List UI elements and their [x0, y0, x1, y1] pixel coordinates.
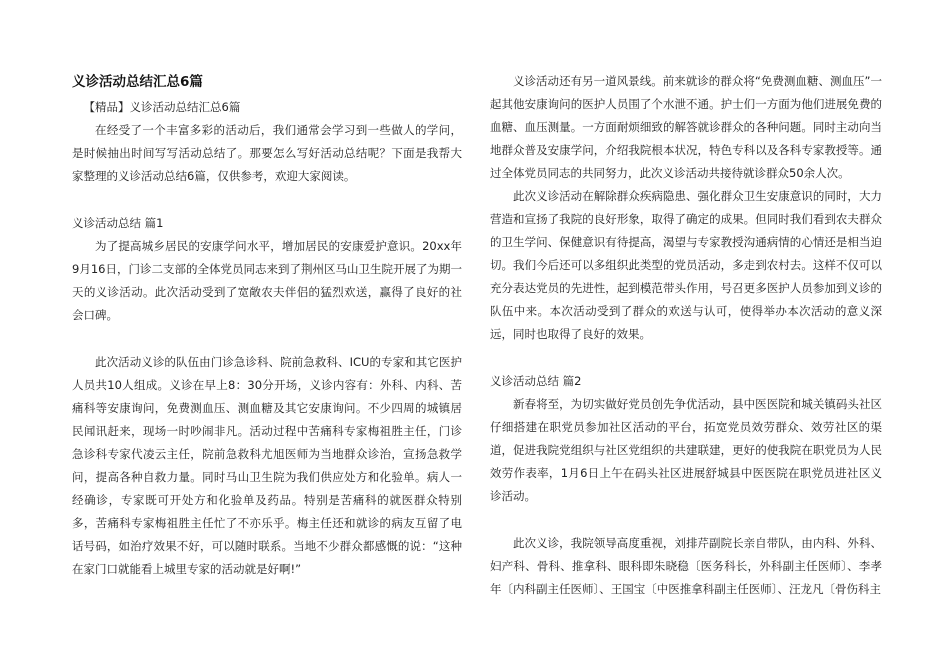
document-title: 义诊活动总结汇总6篇	[72, 74, 203, 90]
section-1-paragraph-4: 此次义诊活动在解除群众疾病隐患、强化群众卫生安康意识的同时，大力营造和宣扬了我院的良好形象，取得了确定的成果。但同时我们看到农夫群众的卫生学问、保健意识有待提高，渴望与专家教授沟通病情的心情还是相当迫切。我们今后还可以多组织此类型的党员活动，多走到农村去。这样不仅可以充分表达党员的先进性，起到模范带头作用，号召更多医护人员参加到义诊的队伍中来。本次活动受到了群众的欢送与认可，使得举办本次活动的意义深远，同时也取得了良好的效果。	[490, 189, 882, 341]
document-subtitle: 【精品】义诊活动总结汇总6篇	[83, 100, 241, 114]
section-2-paragraph-2: 此次义诊，我院领导高度重视，刘排芹副院长亲自带队，由内科、外科、妇产科、骨科、推拿科、眼科即朱晓稳〔医务科长，外科副主任医师〕、李孝年〔内科副主任医师〕、王国宝〔中医推拿科副主任医师〕、汪龙凡〔骨伤科主	[490, 536, 882, 596]
section-1-paragraph-3: 义诊活动还有另一道风景线。前来就诊的群众将“免费测血糖、测血压”一起其他安康询问的医护人员围了个水泄不通。护士们一方面为他们进展免费的血糖、血压测量。一方面耐烦细致的解答就诊群众的各种问题。同时主动向当地群众普及安康学问，介绍我院根本状况，特色专科以及各科专家教授等。通过全体党员同志的共同努力，此次义诊活动共接待就诊群众50余人次。	[490, 74, 882, 180]
section-1-paragraph-1: 为了提高城乡居民的安康学问水平，增加居民的安康爱护意识。20xx年9月16日，门诊二支部的全体党员同志来到了荆州区马山卫生院开展了为期一天的义诊活动。此次活动受到了宽敞农夫伴侣的猛烈欢送，赢得了良好的社会口碑。	[72, 239, 462, 322]
left-column	[72, 70, 462, 581]
section-2-title: 义诊活动总结 篇2	[490, 374, 582, 388]
section-1-paragraph-2: 此次活动义诊的队伍由门诊急诊科、院前急救科、ICU的专家和其它医护人员共10人组成。义诊在早上8：30分开场，义诊内容有：外科、内科、苦痛科等安康询问，免费测血压、测血糖及其它安康询问。不少四周的城镇居民闻讯赶来，现场一时吵闹非凡。活动过程中苦痛科专家梅祖胜主任，门诊急诊科专家代凌云主任，院前急救科尤旭医师为当地群众诊治，宣扬急救学问，提高各种自救力量。同时马山卫生院为我们供应处方和化验单。病人一经确诊，专家既可开处方和化验单及药品。特别是苦痛科的就医群众特别多，苦痛科专家梅祖胜主任忙了不亦乐乎。梅主任还和就诊的病友互留了电话号码，如治疗效果不好，可以随时联系。当地不少群众都感慨的说：“这种在家门口就能看上城里专家的活动就是好啊!”	[72, 355, 462, 576]
intro-paragraph: 在经受了一个丰富多彩的活动后，我们通常会学习到一些做人的学问，是时候抽出时间写写活动总结了。那要怎么写好活动总结呢？下面是我帮大家整理的义诊活动总结6篇，仅供参考，欢迎大家阅读。	[72, 123, 462, 183]
section-1-title: 义诊活动总结 篇1	[72, 216, 164, 230]
right-column	[490, 70, 882, 601]
section-2-paragraph-1: 新春将至，为切实做好党员创先争优活动，县中医医院和城关镇码头社区仔细搭建在职党员参加社区活动的平台，拓宽党员效劳群众、效劳社区的渠道，促进我院党组织与社区党组织的共建联建，更好的使我院在职党员为人民效劳作表率，1月6日上午在码头社区进展舒城县中医医院在职党员进社区义诊活动。	[490, 397, 882, 503]
